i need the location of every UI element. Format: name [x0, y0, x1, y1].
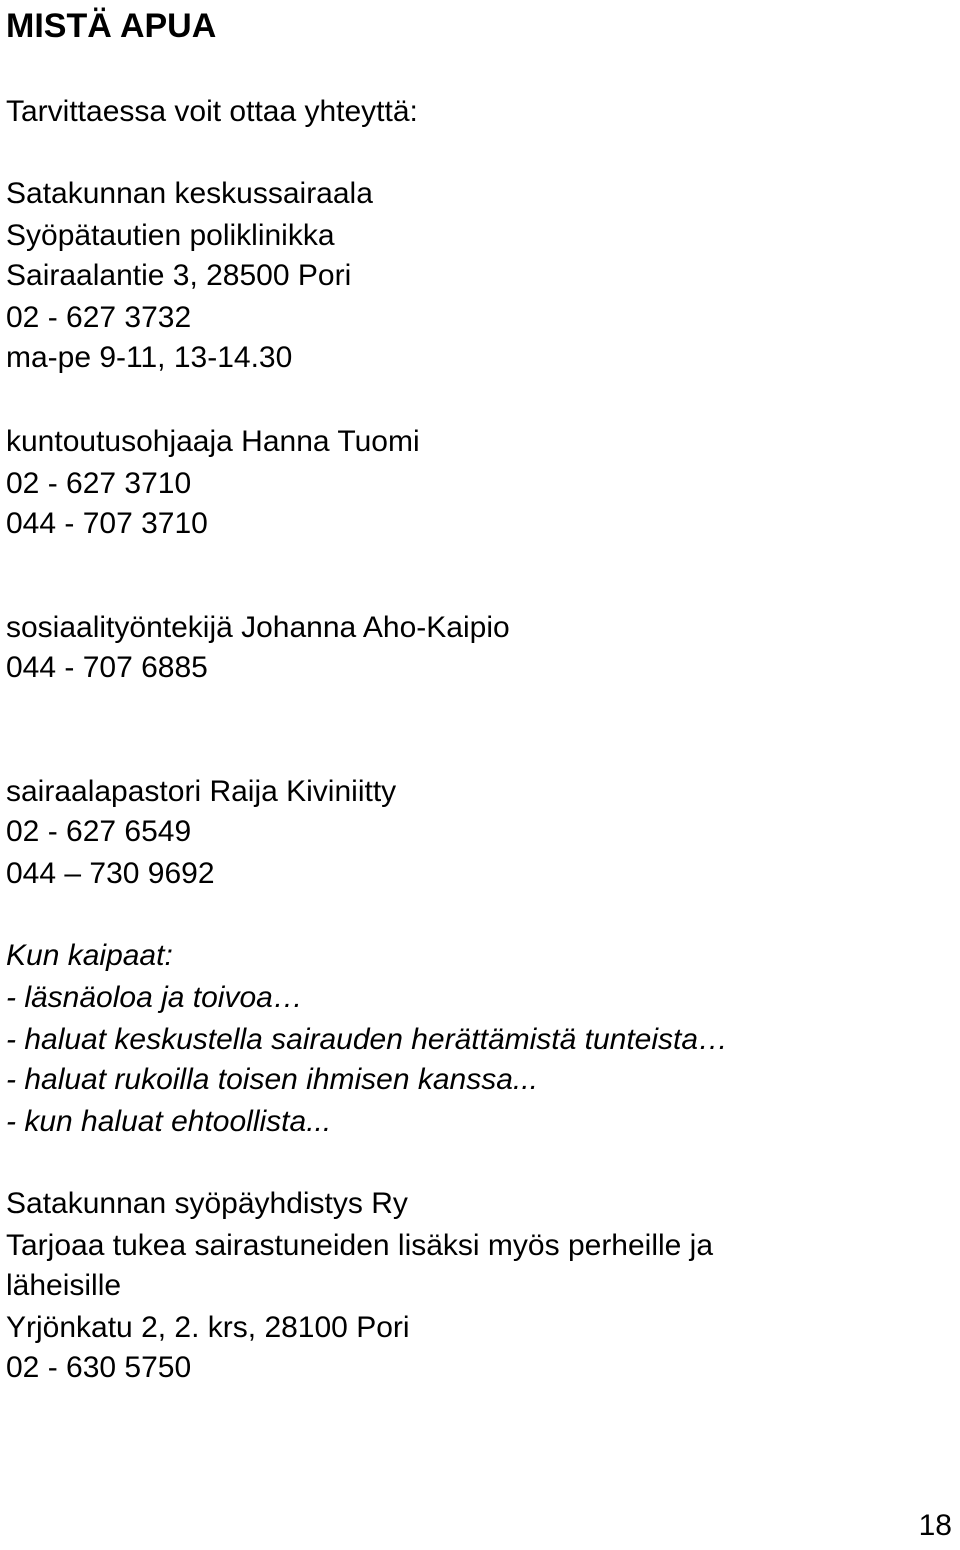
needs-item: - läsnäoloa ja toivoa…	[6, 981, 303, 1014]
page-title: MISTÄ APUA	[6, 7, 217, 45]
pastor-phone-1: 02 - 627 6549	[6, 815, 192, 848]
needs-item: - haluat keskustella sairauden herättämistä tunteista…	[6, 1023, 729, 1056]
hospital-unit: Syöpätautien poliklinikka	[6, 219, 335, 252]
needs-heading: Kun kaipaat:	[6, 939, 173, 972]
social-phone: 044 - 707 6885	[6, 651, 208, 684]
association-name: Satakunnan syöpäyhdistys Ry	[6, 1187, 408, 1220]
page-number: 18	[918, 1509, 952, 1542]
hospital-name: Satakunnan keskussairaala	[6, 177, 373, 210]
pastor-phone-2: 044 – 730 9692	[6, 857, 215, 890]
association-description: Tarjoaa tukea sairastuneiden lisäksi myös perheille ja	[6, 1229, 714, 1262]
association-phone: 02 - 630 5750	[6, 1351, 192, 1384]
association-address: Yrjönkatu 2, 2. krs, 28100 Pori	[6, 1311, 410, 1344]
rehab-contact: kuntoutusohjaaja Hanna Tuomi	[6, 425, 420, 458]
needs-item: - haluat rukoilla toisen ihmisen kanssa...	[6, 1063, 538, 1096]
intro-text: Tarvittaessa voit ottaa yhteyttä:	[6, 95, 418, 128]
rehab-phone-1: 02 - 627 3710	[6, 467, 192, 500]
hospital-hours: ma-pe 9-11, 13-14.30	[6, 341, 293, 374]
needs-item: - kun haluat ehtoollista...	[6, 1105, 332, 1138]
rehab-phone-2: 044 - 707 3710	[6, 507, 208, 540]
association-description-continued: läheisille	[6, 1269, 122, 1302]
hospital-phone: 02 - 627 3732	[6, 301, 192, 334]
social-contact: sosiaalityöntekijä Johanna Aho-Kaipio	[6, 611, 510, 644]
pastor-contact: sairaalapastori Raija Kiviniitty	[6, 775, 397, 808]
hospital-address: Sairaalantie 3, 28500 Pori	[6, 259, 352, 292]
